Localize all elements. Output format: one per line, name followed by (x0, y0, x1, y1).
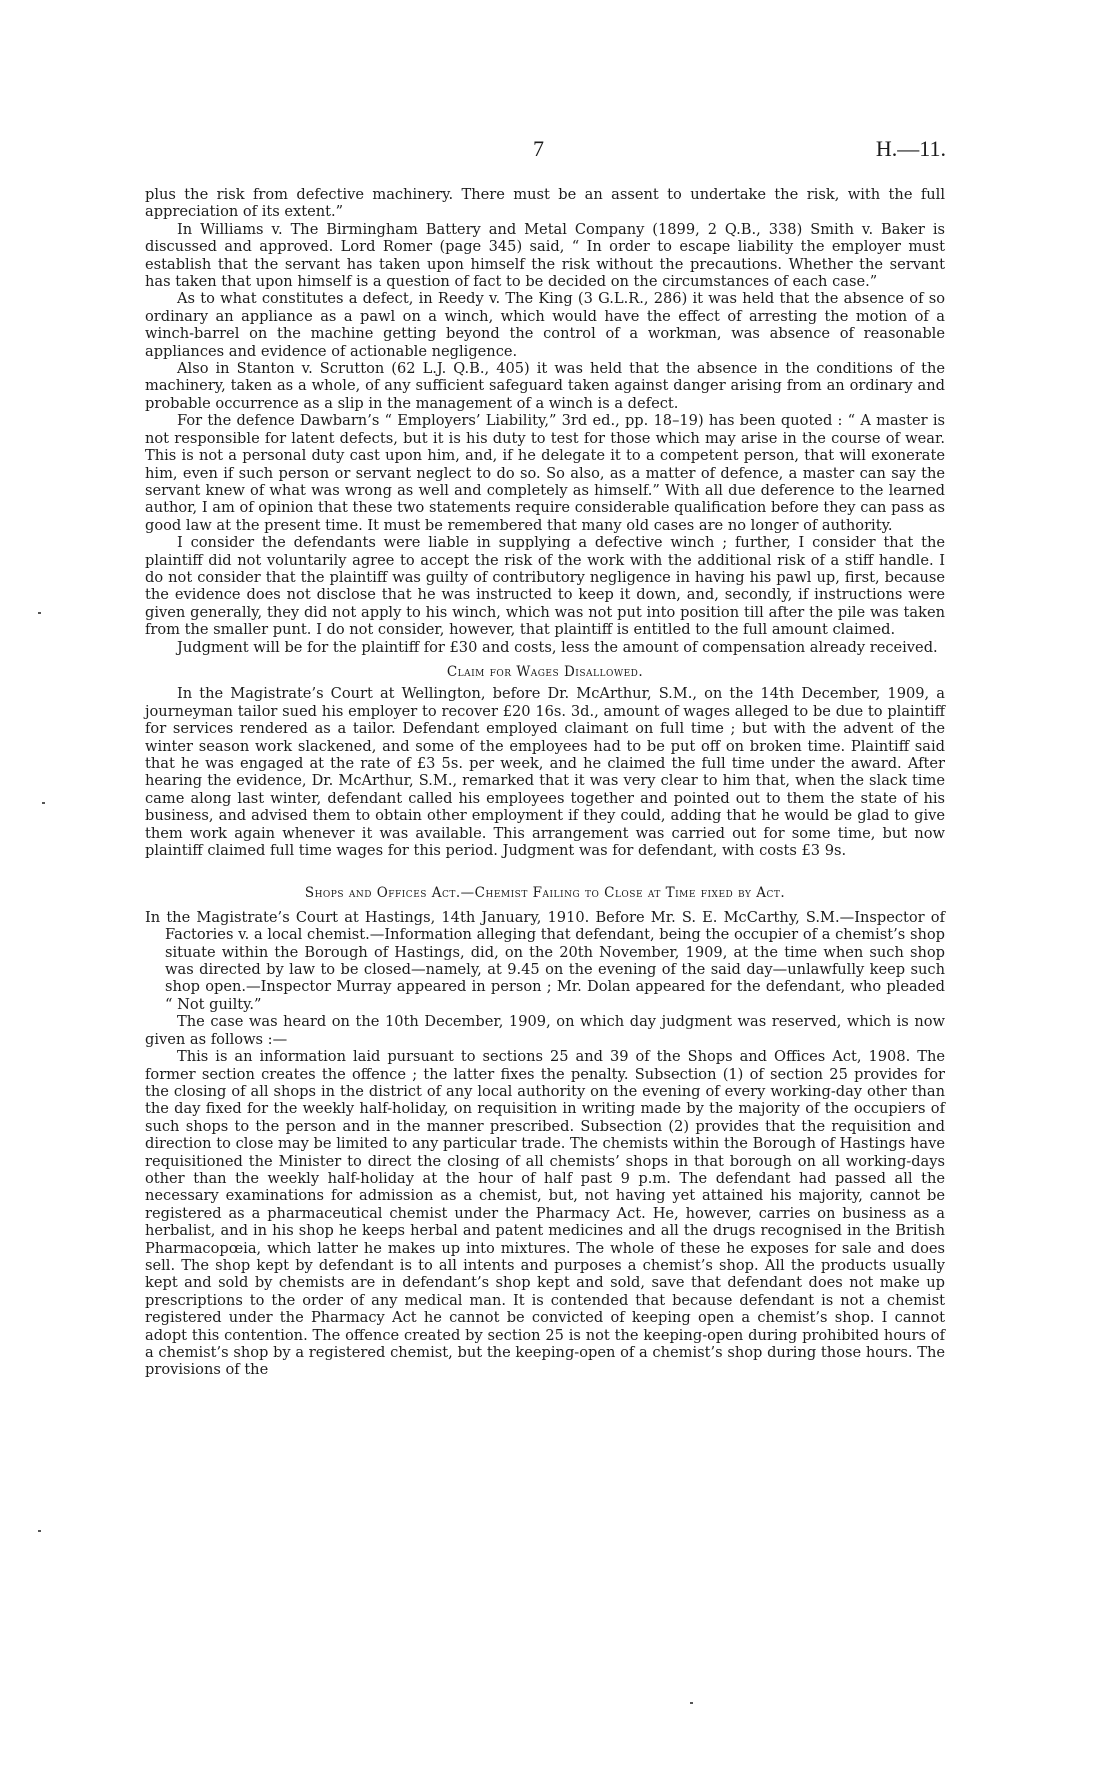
paragraph: I consider the defendants were liable in supplying a defective winch ; further, I consider that the plaintiff did not voluntarily agree to accept the risk of the work with the additional risk of a stiff handle. I do not consider that the plaintiff was guilty of contributory negligence in having his pawl up, first, because the evidence does not disclose that he was instructed to keep it down, and, secondly, if instructions were given generally, they did not apply to his winch, which was not put into position till after the pile was taken from the smaller punt. I do not consider, however, that plaintiff is entitled to the full amount claimed. (145, 534, 945, 639)
paragraph: For the defence Dawbarn’s “ Employers’ Liability,” 3rd ed., pp. 18–19) has been quoted : “ A master is not responsible for latent defects, but it is his duty to test for those which may arise in the course of wear. This is not a personal duty cast upon him, and, if he delegate it to a competent person, that will exonerate him, even if such person or servant neglect to do so. So also, as a matter of defence, a master can say the servant knew of what was wrong as well and completely as himself.” With all due deference to the learned author, I am of opinion that these two statements require considerable qualification before they can pass as good law at the present time. It must be remembered that many old cases are no longer of authority. (145, 412, 945, 534)
document-reference: H.—11. (875, 136, 946, 161)
scan-speck (690, 1702, 693, 1704)
scan-speck (42, 802, 45, 804)
paragraph: As to what constitutes a defect, in Reedy v. The King (3 G.L.R., 286) it was held that the absence of so ordinary an appliance as a pawl on a winch, which would have the effect of arresting the motion of a winch-barrel on the machine getting beyond the control of a workman, was absence of reasonable appliances and evidence of actionable negligence. (145, 290, 945, 360)
section-heading-shops-and-offices-act: Shops and Offices Act.—Chemist Failing to Close at Time fixed by Act. (304, 885, 786, 902)
paragraph: The case was heard on the 10th December, 1909, on which day judgment was reserved, which is now given as follows :— (145, 1013, 945, 1048)
paragraph: Judgment will be for the plaintiff for £30 and costs, less the amount of compensation already received. (177, 638, 938, 656)
page-number: 7 (533, 136, 544, 161)
paragraph: Also in Stanton v. Scrutton (62 L.J. Q.B., 405) it was held that the absence in the conditions of the machinery, taken as a whole, of any sufficient safeguard taken against danger arising from an ordinary and probable occurrence as a slip in the management of a winch is a defect. (145, 360, 945, 412)
page-body (145, 186, 945, 1379)
section-heading-claim-for-wages: Claim for Wages Disallowed. (446, 663, 644, 680)
paragraph: In the Magistrate’s Court at Wellington, before Dr. McArthur, S.M., on the 14th December, 1909, a journeyman tailor sued his employer to recover £20 16s. 3d., amount of wages alleged to be due to plaintiff for services rendered as a tailor. Defendant employed claimant on full time ; but with the advent of the winter season work slackened, and some of the employees had to be put off on broken time. Plaintiff said that he was engaged at the rate of £3 5s. per week, and he claimed the full time under the award. After hearing the evidence, Dr. McArthur, S.M., remarked that it was very clear to him that, when the slack time came along last winter, defendant called his employees together and pointed out to them the state of his business, and advised them to obtain other employment if they could, adding that he would be glad to give them work again whenever it was available. This arrangement was carried out for some time, but now plaintiff claimed full time wages for this period. Judgment was for defendant, with costs £3 9s. (145, 685, 945, 860)
scan-speck (38, 612, 41, 614)
paragraph: plus the risk from defective machinery. There must be an assent to undertake the risk, with the full appreciation of its extent.” (145, 186, 945, 221)
case-intro-paragraph: In the Magistrate’s Court at Hastings, 14th January, 1910. Before Mr. S. E. McCarthy, S.M.—Inspector of Factories v. a local chemist.—Information alleging that defendant, being the occupier of a chemist’s shop situate within the Borough of Hastings, did, on the 20th November, 1909, at the time when such shop was directed by law to be closed—namely, at 9.45 on the evening of the said day—unlawfully keep such shop open.—Inspector Murray appeared in person ; Mr. Dolan appeared for the defendant, who pleaded “ Not guilty.” (145, 908, 945, 1013)
scan-speck (38, 1530, 41, 1532)
paragraph: In Williams v. The Birmingham Battery and Metal Company (1899, 2 Q.B., 338) Smith v. Baker is discussed and approved. Lord Romer (page 345) said, “ In order to escape liability the employer must establish that the servant has taken upon himself the risk without the precautions. Whether the servant has taken that upon himself is a question of fact to be decided on the circumstances of each case.” (145, 220, 945, 291)
paragraph: This is an information laid pursuant to sections 25 and 39 of the Shops and Offices Act, 1908. The former section creates the offence ; the latter fixes the penalty. Subsection (1) of section 25 provides for the closing of all shops in the district of any local authority on the evening of every working-day other than the day fixed for the weekly half-holiday, on requisition in writing made by the majority of the occupiers of such shops to the person and in the manner prescribed. Subsection (2) provides that the requisition and direction to close may be limited to any particular trade. The chemists within the Borough of Hastings have requisitioned the Minister to direct the closing of all chemists’ shops in that borough on all working-days other than the weekly half-holiday at the hour of half past 9 p.m. The defendant had passed all the necessary examinations for admission as a chemist, but, not having yet attained his majority, cannot be registered as a pharmaceutical chemist under the Pharmacy Act. He, however, carries on business as a herbalist, and in his shop he keeps herbal and patent medicines and all the drugs recognised in the British Pharmacopœia, which latter he makes up into mixtures. The whole of these he exposes for sale and does sell. The shop kept by defendant is to all intents and purposes a chemist’s shop. All the products usually kept and sold by chemists are in defendant’s shop kept and sold, save that defendant does not make up prescriptions to the order of any medical man. It is contended that because defendant is not a chemist registered under the Pharmacy Act he cannot be convicted of keeping open a chemist’s shop. I cannot adopt this contention. The offence created by section 25 is not the keeping-open during prohibited hours of a chemist’s shop by a registered chemist, but the keeping-open of a chemist’s shop during those hours. The provisions of the (145, 1048, 945, 1379)
